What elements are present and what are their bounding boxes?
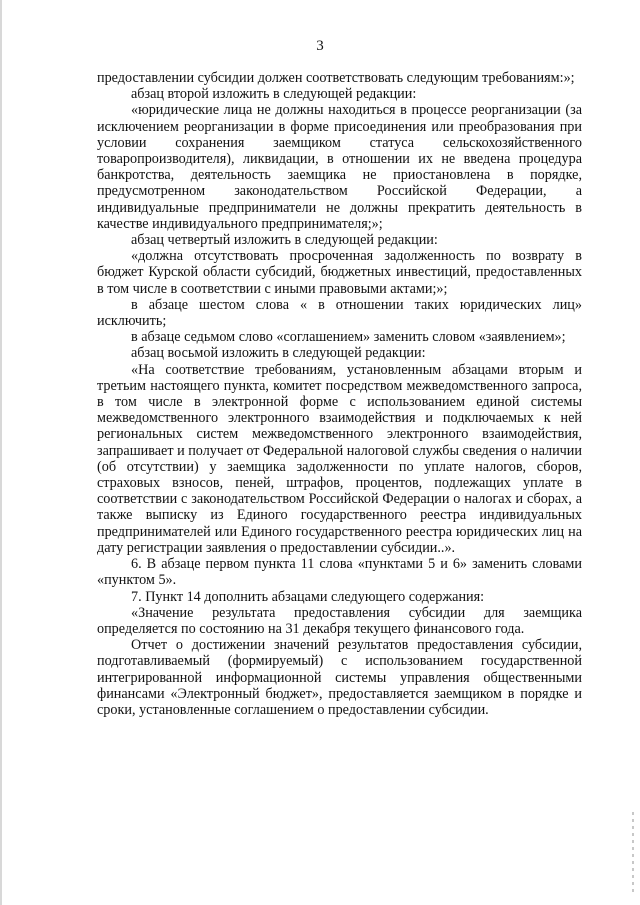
paragraph-13: Отчет о достижении значений результатов предоставления субсидии, подготавливаемый (формируемый) с использованием государственной интегрированной информационной системы управления общественными финансами «Электронный бюджет», предоставляется заемщиком в порядке и сроки, установленные соглашением о предоставлении субсидии.	[97, 637, 582, 718]
paragraph-5: «должна отсутствовать просроченная задолженность по возврату в бюджет Курской области субсидий, бюджетных инвестиций, предоставленных в том числе в соответствии с иными правовыми актами;»;	[97, 248, 582, 297]
paragraph-10: 6. В абзаце первом пункта 11 слова «пунктами 5 и 6» заменить словами «пунктом 5».	[97, 556, 582, 589]
paragraph-8: абзац восьмой изложить в следующей редакции:	[131, 345, 426, 362]
paragraph-12: «Значение результата предоставления субсидии для заемщика определяется по состоянию на 31 декабря текущего финансового года.	[97, 604, 582, 637]
document-body	[97, 70, 582, 718]
paragraph-6: в абзаце шестом слова « в отношении таких юридических лиц» исключить;	[97, 296, 582, 330]
scan-margin-marks	[632, 812, 634, 892]
paragraph-4: абзац четвертый изложить в следующей редакции:	[131, 232, 438, 249]
paragraph-1: предоставлении субсидии должен соответствовать следующим требованиям:»;	[97, 70, 575, 86]
paragraph-2: абзац второй изложить в следующей редакции:	[131, 86, 417, 103]
paragraph-9: «На соответствие требованиям, установленным абзацами вторым и третьим настоящего пункта, комитет посредством межведомственного запроса, в том числе в электронной форме с использованием единой системы межведомственного электронного взаимодействия и подключаемых к ней региональных систем межведомственного электронного взаимодействия, запрашивает и получает от Федеральной налоговой службы сведения о наличии (об отсутствии) у заемщика задолженности по уплате налогов, сборов, страховых взносов, пеней, штрафов, процентов, подлежащих уплате в соответствии с законодательством Российской Федерации о налогах и сборах, а также выписку из Единого государственного реестра индивидуальных предпринимателей или Единого государственного реестра юридических лиц на дату регистрации заявления о предоставлении субсидии..».	[97, 361, 582, 556]
paragraph-7: в абзаце седьмом слово «соглашением» заменить словом «заявлением»;	[131, 329, 566, 346]
paragraph-11: 7. Пункт 14 дополнить абзацами следующего содержания:	[131, 588, 485, 605]
paragraph-3: «юридические лица не должны находиться в процессе реорганизации (за исключением реорганизации в форме присоединения или преобразования при условии сохранения заемщиком статуса сельскохозяйственного товаропроизводителя), ликвидации, в отношении их не введена процедура банкротства, деятельность заемщика не приостановлена в порядке, предусмотренном законодательством Российской Федерации, а индивидуальные предприниматели не должны прекратить деятельность в качестве индивидуального предпринимателя;»;	[97, 102, 582, 232]
page-edge-line	[0, 0, 2, 905]
page-number: 3	[316, 38, 324, 54]
